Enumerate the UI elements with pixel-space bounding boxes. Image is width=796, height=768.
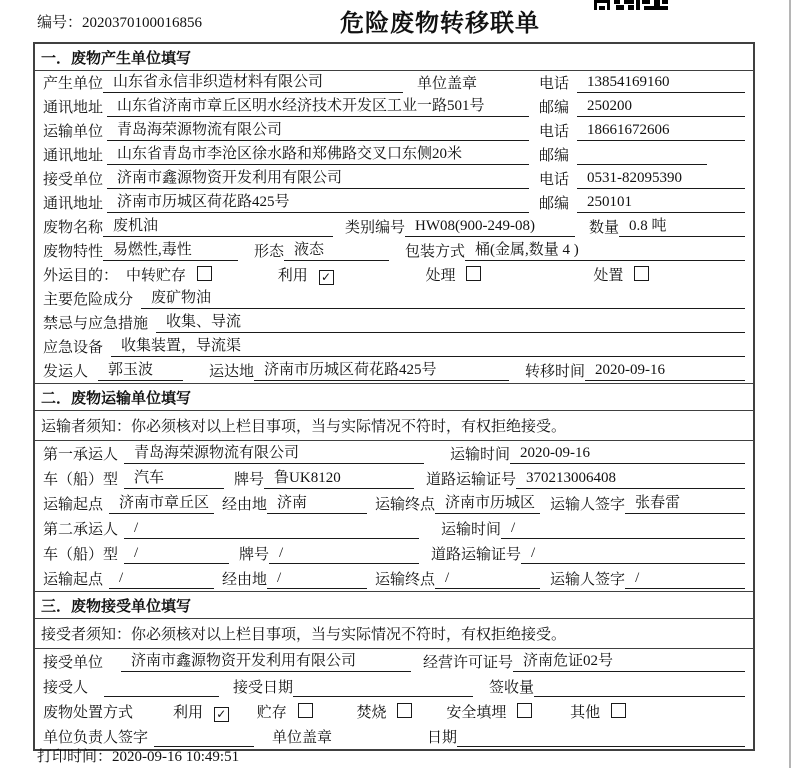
destination-label: 运达地 — [209, 364, 255, 380]
disposal-other-checkbox — [611, 703, 626, 718]
route2-origin-value: / — [109, 570, 214, 589]
route-end-value: 济南市历城区 — [435, 491, 540, 514]
row-waste-name — [35, 215, 753, 239]
license-value: 济南危证02号 — [513, 649, 745, 672]
disposal-option-storage — [257, 701, 313, 722]
emergency-equipment-value: 收集装置，导流渠 — [111, 334, 745, 357]
row-consignor — [35, 359, 753, 383]
disposal-landfill-label: 安全填埋 — [446, 705, 507, 721]
date-label: 日期 — [427, 730, 458, 746]
row-producer — [35, 71, 753, 95]
page-edge-line — [789, 0, 791, 768]
disposal-utilize-checkbox: ✓ — [214, 707, 229, 722]
purpose-utilize-checkbox: ✓ — [319, 270, 334, 285]
disposal-option-landfill — [446, 701, 532, 722]
packing-label: 包装方式 — [405, 244, 466, 260]
transporter-notice: 运输者须知：你必须核对以上栏目事项，当与实际情况不符时，有权拒绝接受。 — [35, 411, 753, 441]
acceptor-value — [104, 680, 219, 697]
transporter-address-value: 山东省青岛市李沧区徐水路和郑佛路交叉口东侧20米 — [107, 142, 529, 165]
accepting-unit-label: 接受单位 — [43, 655, 104, 671]
waste-code-value: HW08(900-249-08) — [405, 218, 575, 237]
row-first-carrier — [35, 441, 753, 466]
purpose-storage-checkbox — [197, 266, 212, 281]
print-time-value: 2020-09-16 10:49:51 — [112, 749, 240, 765]
row-route-2 — [35, 566, 753, 591]
accept-date-value — [293, 680, 473, 697]
receiver-address-value: 济南市历城区荷花路425号 — [107, 190, 529, 213]
accept-date-label: 接受日期 — [233, 680, 294, 696]
disposal-method-label: 废物处置方式 — [43, 705, 134, 721]
emergency-measures-value: 收集、导流 — [156, 310, 745, 333]
producer-postcode-label: 邮编 — [538, 100, 569, 116]
waste-form-value: 液态 — [284, 238, 389, 261]
purpose-treat-label: 处理 — [425, 268, 456, 284]
consignor-label: 发运人 — [43, 364, 89, 380]
road-permit2-label: 道路运输证号 — [431, 547, 522, 563]
transporter-phone-label: 电话 — [538, 124, 569, 140]
carrier2-signature-value: / — [625, 570, 745, 589]
disposal-landfill-checkbox — [517, 703, 532, 718]
route2-via-value: / — [267, 570, 367, 589]
carrier2-signature-label: 运输人签字 — [550, 572, 626, 588]
row-vehicle-type-2 — [35, 541, 753, 566]
packing-value: 桶(金属,数量 4 ) — [465, 238, 745, 261]
transfer-purpose-label: 外运目的： — [43, 268, 119, 284]
hazard-components-value: 废矿物油 — [141, 286, 745, 309]
plate-label: 牌号 — [234, 472, 265, 488]
transfer-date-value: 2020-09-16 — [585, 362, 745, 381]
receiver-postcode-value: 250101 — [577, 194, 745, 213]
purpose-storage-label: 中转贮存 — [126, 268, 187, 284]
acceptor-label: 接受人 — [43, 680, 89, 696]
vehicle-type2-label: 车（船）型 — [43, 547, 119, 563]
hazard-components-label: 主要危险成分 — [43, 292, 134, 308]
waste-quantity-value: 0.8 吨 — [619, 214, 745, 237]
first-carrier-label: 第一承运人 — [43, 447, 119, 463]
section2-header: 二．废物运输单位填写 — [35, 383, 753, 411]
route2-via-label: 经由地 — [222, 572, 268, 588]
manifest-table — [33, 42, 755, 751]
disposal-incinerate-label: 焚烧 — [356, 705, 387, 721]
producer-label: 产生单位 — [43, 76, 104, 92]
section3-header: 三．废物接受单位填写 — [35, 591, 753, 619]
transport-time-value: 2020-09-16 — [510, 445, 745, 464]
receiver-value: 济南市鑫源物资开发利用有限公司 — [107, 166, 529, 189]
disposal-storage-checkbox — [298, 703, 313, 718]
purpose-dispose-label: 处置 — [593, 268, 624, 284]
transport-time2-value: / — [501, 520, 745, 539]
row-vehicle-type-1 — [35, 466, 753, 491]
receiver-address-label: 通讯地址 — [43, 196, 104, 212]
row-route-1 — [35, 491, 753, 516]
transport-time2-label: 运输时间 — [441, 522, 502, 538]
receiver-phone-label: 电话 — [538, 172, 569, 188]
destination-value: 济南市历城区荷花路425号 — [254, 358, 509, 381]
waste-traits-label: 废物特性 — [43, 244, 104, 260]
row-receiver-address — [35, 191, 753, 215]
carrier-signature-label: 运输人签字 — [550, 497, 626, 513]
receiver-notice: 接受者须知：你必须核对以上栏目事项，当与实际情况不符时，有权拒绝接受。 — [35, 619, 753, 649]
transport-time-label: 运输时间 — [450, 447, 511, 463]
emergency-measures-label: 禁忌与应急措施 — [43, 316, 149, 332]
document-number-label: 编号： — [37, 15, 83, 31]
route2-end-label: 运输终点 — [375, 572, 436, 588]
disposal-option-other — [570, 701, 626, 722]
second-carrier-value: / — [124, 520, 419, 539]
row-acceptor — [35, 674, 753, 699]
producer-seal-label: 单位盖章 — [417, 76, 478, 92]
route-via-label: 经由地 — [222, 497, 268, 513]
unit-seal-label: 单位盖章 — [272, 730, 333, 746]
plate2-value: / — [269, 545, 419, 564]
row-emergency-equipment — [35, 335, 753, 359]
purpose-option-storage — [126, 264, 212, 285]
route2-end-value: / — [435, 570, 540, 589]
waste-quantity-label: 数量 — [589, 220, 620, 236]
purpose-option-treat — [426, 264, 482, 285]
transporter-label: 运输单位 — [43, 124, 104, 140]
purpose-treat-checkbox — [466, 266, 481, 281]
row-producer-address — [35, 95, 753, 119]
row-receiver — [35, 167, 753, 191]
disposal-incinerate-checkbox — [397, 703, 412, 718]
row-second-carrier — [35, 516, 753, 541]
row-accepting-unit — [35, 649, 753, 674]
road-permit-value: 370213006408 — [516, 470, 745, 489]
responsible-signature-label: 单位负责人签字 — [43, 730, 149, 746]
receiver-phone-value: 0531-82095390 — [577, 170, 745, 189]
license-label: 经营许可证号 — [423, 655, 514, 671]
row-hazard-components — [35, 287, 753, 311]
row-transporter — [35, 119, 753, 143]
disposal-utilize-label: 利用 — [173, 705, 204, 721]
waste-name-value: 废机油 — [103, 214, 333, 237]
route2-origin-label: 运输起点 — [43, 572, 104, 588]
waste-name-label: 废物名称 — [43, 220, 104, 236]
disposal-other-label: 其他 — [570, 705, 601, 721]
row-transporter-address — [35, 143, 753, 167]
section1-header: 一．废物产生单位填写 — [35, 44, 753, 71]
row-emergency-measures — [35, 311, 753, 335]
disposal-option-utilize — [173, 701, 229, 722]
transporter-address-label: 通讯地址 — [43, 148, 104, 164]
carrier-signature-value: 张春雷 — [625, 491, 745, 514]
disposal-storage-label: 贮存 — [256, 705, 287, 721]
accepting-unit-value: 济南市鑫源物资开发利用有限公司 — [121, 649, 411, 672]
route-end-label: 运输终点 — [375, 497, 436, 513]
vehicle-type2-value: / — [124, 545, 229, 564]
purpose-utilize-label: 利用 — [277, 268, 308, 284]
print-time — [37, 745, 239, 766]
route-via-value: 济南 — [267, 491, 367, 514]
route-origin-value: 济南市章丘区 — [109, 491, 214, 514]
producer-address-value: 山东省济南市章丘区明水经济技术开发区工业一路501号 — [107, 94, 529, 117]
emergency-equipment-label: 应急设备 — [43, 340, 104, 356]
vehicle-type-label: 车（船）型 — [43, 472, 119, 488]
row-disposal-method — [35, 699, 753, 724]
document-number-value: 2020370100016856 — [82, 15, 203, 31]
waste-code-label: 类别编号 — [345, 220, 406, 236]
page-title: 危险废物转移联单 — [340, 11, 540, 37]
row-waste-traits — [35, 239, 753, 263]
second-carrier-label: 第二承运人 — [43, 522, 119, 538]
vehicle-type-value: 汽车 — [124, 466, 224, 489]
producer-postcode-value: 250200 — [577, 98, 745, 117]
purpose-dispose-checkbox — [634, 266, 649, 281]
receiver-postcode-label: 邮编 — [538, 196, 569, 212]
road-permit2-value: / — [521, 545, 745, 564]
first-carrier-value: 青岛海荣源物流有限公司 — [124, 441, 424, 464]
road-permit-label: 道路运输证号 — [426, 472, 517, 488]
receiver-label: 接受单位 — [43, 172, 104, 188]
row-transfer-purpose — [35, 263, 753, 287]
disposal-option-incinerate — [357, 701, 413, 722]
plate2-label: 牌号 — [239, 547, 270, 563]
qr-code-fragment — [594, 0, 668, 11]
plate-value: 鲁UK8120 — [264, 466, 414, 489]
received-quantity-value — [534, 680, 745, 697]
transporter-postcode-label: 邮编 — [538, 148, 569, 164]
transporter-value: 青岛海荣源物流有限公司 — [107, 118, 529, 141]
purpose-option-dispose — [593, 264, 649, 285]
received-quantity-label: 签收量 — [489, 680, 535, 696]
route-origin-label: 运输起点 — [43, 497, 104, 513]
waste-form-label: 形态 — [254, 244, 285, 260]
producer-phone-value: 13854169160 — [577, 74, 745, 93]
producer-value: 山东省永信非织造材料有限公司 — [103, 70, 403, 93]
date-value — [457, 730, 745, 747]
transporter-phone-value: 18661672606 — [577, 122, 745, 141]
purpose-option-utilize — [278, 264, 334, 285]
consignor-value: 郭玉波 — [98, 358, 183, 381]
producer-phone-label: 电话 — [538, 76, 569, 92]
transfer-date-label: 转移时间 — [525, 364, 586, 380]
waste-traits-value: 易燃性,毒性 — [103, 238, 238, 261]
print-time-label: 打印时间： — [37, 749, 113, 765]
producer-address-label: 通讯地址 — [43, 100, 104, 116]
transporter-postcode-value — [577, 148, 707, 165]
